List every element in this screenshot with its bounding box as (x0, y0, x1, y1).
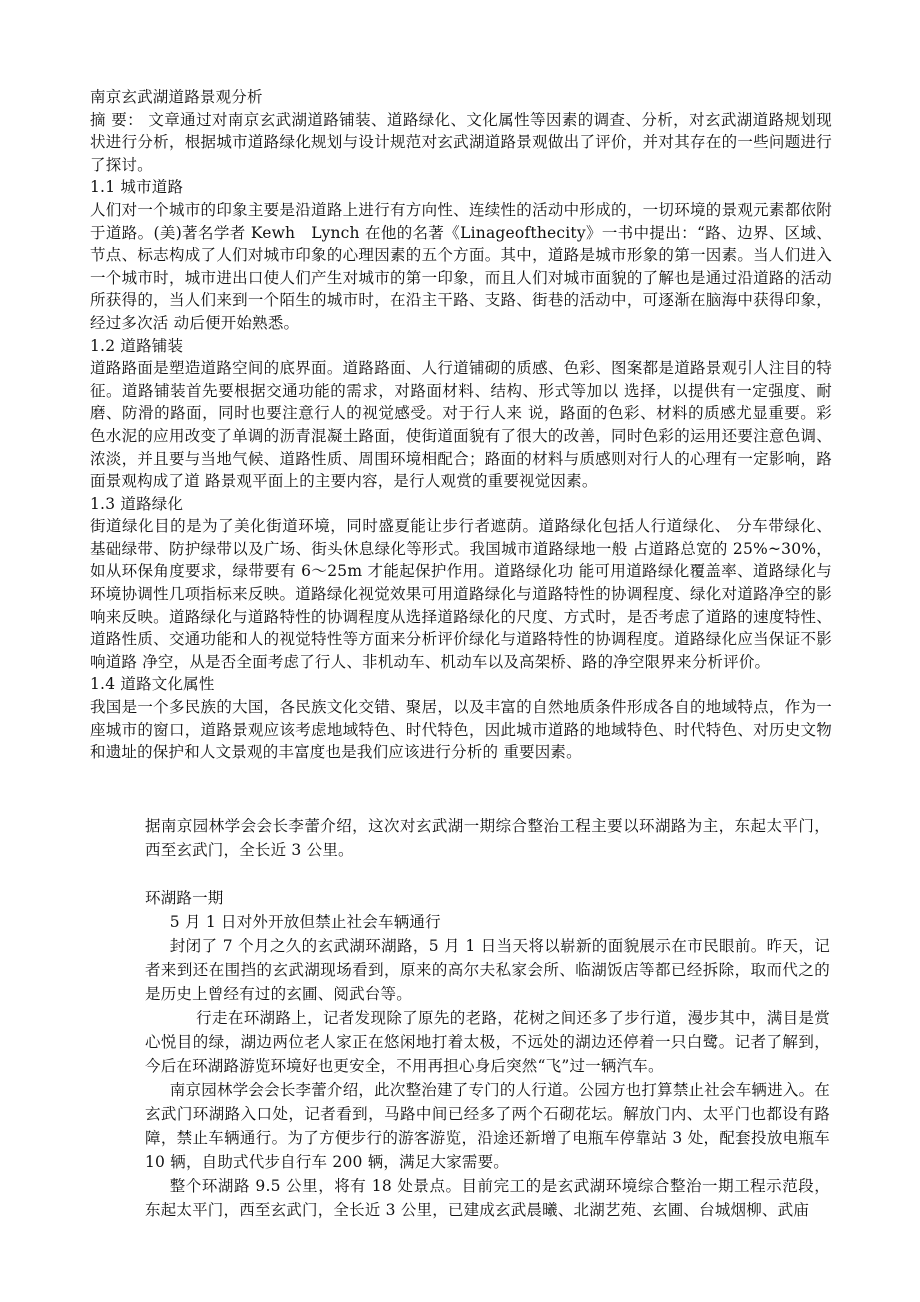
article-title: 南京玄武湖道路景观分析 (90, 88, 263, 106)
news-paragraph: 行走在环湖路上，记者发现除了原先的老路，花树之间还多了步行道，漫步其中，满目是赏心悦目的绿，湖边两位老人家正在悠闲地打着太极，不远处的湖边还停着一只白鹭。记者了解到，今后在环湖路游览环境好也更安全，不用再担心身后突然“飞”过一辆汽车。 (145, 1009, 830, 1075)
section-body: 街道绿化目的是为了美化街道环境，同时盛夏能让步行者遮荫。道路绿化包括人行道绿化、 分车带绿化、基础绿带、防护绿带以及广场、街头休息绿化等形式。我国城市道路绿地一般 占道路总宽的 25%~30%，如从环保角度要求，绿带要有 6～25m 才能起保护作用。道路绿化功 能可用道路绿化覆盖率、道路绿化与环境协调性几项指标来反映。道路绿化视觉效果可用道路绿化与道路特性的协调程度、绿化对道路净空的影响来反映。道路绿化与道路特性的协调程度从选择道路绿化的尺度、方式时，是否考虑了道路的速度特性、道路性质、交通功能和人的视觉特性等方面来分析评价绿化与道路特性的协调程度。道路绿化应当保证不影响道路 净空，从是否全面考虑了行人、非机动车、机动车以及高架桥、路的净空限界来分析评价。 (90, 517, 832, 671)
article-body (90, 86, 832, 764)
section-body: 我国是一个多民族的大国，各民族文化交错、聚居，以及丰富的自然地质条件形成各自的地域特点，作为一座城市的窗口，道路景观应该考虑地域特色、时代特色，因此城市道路的地域特色、时代特色、对历史文物和遗址的保护和人文景观的丰富度也是我们应该进行分析的 重要因素。 (90, 698, 832, 762)
news-intro: 据南京园林学会会长李蕾介绍，这次对玄武湖一期综合整治工程主要以环湖路为主，东起太平门，西至玄武门，全长近 3 公里。 (145, 817, 830, 859)
abstract: 摘 要： 文章通过对南京玄武湖道路铺装、道路绿化、文化属性等因素的调查、分析，对玄武湖道路规划现状进行分析，根据城市道路绿化规划与设计规范对玄武湖道路景观做出了评价，并对其存在的一些问题进行了探讨。 (90, 110, 832, 174)
spacer (145, 862, 830, 886)
section-heading: 1.2 道路铺装 (90, 336, 184, 355)
section-body: 道路路面是塑造道路空间的底界面。道路路面、人行道铺砌的质感、色彩、图案都是道路景观引人注目的特征。道路铺装首先要根据交通功能的需求，对路面材料、结构、形式等加以 选择，以提供有一定强度、耐磨、防滑的路面，同时也要注意行人的视觉感受。对于行人来 说，路面的色彩、材料的质感尤显重要。彩色水泥的应用改变了单调的沥青混凝土路面，使街道面貌有了很大的改善，同时色彩的运用还要注意色调、浓淡，并且要与当地气候、道路性质、周围环境相配合；路面的材料与质感则对行人的心理有一定影响，路面景观构成了道 路景观平面上的主要内容，是行人观赏的重要视觉因素。 (90, 359, 832, 491)
section-heading: 1.1 城市道路 (90, 178, 184, 197)
section-heading: 1.3 道路绿化 (90, 494, 184, 513)
news-headline: 环湖路一期 (145, 889, 224, 907)
news-paragraph: 封闭了 7 个月之久的玄武湖环湖路，5 月 1 日当天将以崭新的面貌展示在市民眼前。昨天，记者来到还在围挡的玄武湖现场看到，原来的高尔夫私家会所、临湖饭店等都已经拆除，取而代之的是历史上曾经有过的玄圃、阅武台等。 (145, 937, 830, 1003)
section-heading: 1.4 道路文化属性 (90, 675, 215, 694)
news-section (145, 814, 830, 1222)
section-body: 人们对一个城市的印象主要是沿道路上进行有方向性、连续性的活动中形成的，一切环境的景观元素都依附于道路。(美)著名学者 Kewh Lynch 在他的名著《Linageofthecity》一书中提出：“路、边界、区域、节点、标志构成了人们对城市印象的心理因素的五个方面。其中，道路是城市形象的第一因素。当人们进入一个城市时，城市进出口使人们产生对城市的第一印象，而且人们对城市面貌的了解也是通过沿道路的活动所获得的，当人们来到一个陌生的城市时，在沿主干路、支路、街巷的活动中，可逐渐在脑海中获得印象，经过多次活 动后便开始熟悉。 (90, 200, 832, 332)
news-subheadline: 5 月 1 日对外开放但禁止社会车辆通行 (169, 913, 441, 931)
news-paragraph: 南京园林学会会长李蕾介绍，此次整治建了专门的人行道。公园方也打算禁止社会车辆进入。在玄武门环湖路入口处，记者看到，马路中间已经多了两个石砌花坛。解放门内、太平门也都设有路障，禁止车辆通行。为了方便步行的游客游览，沿途还新增了电瓶车停靠站 3 处，配套投放电瓶车 10 辆，自助式代步自行车 200 辆，满足大家需要。 (145, 1081, 830, 1171)
news-paragraph: 整个环湖路 9.5 公里，将有 18 处景点。目前完工的是玄武湖环境综合整治一期工程示范段，东起太平门，西至玄武门，全长近 3 公里，已建成玄武晨曦、北湖艺苑、玄圃、台城烟柳、武庙 (145, 1177, 830, 1219)
